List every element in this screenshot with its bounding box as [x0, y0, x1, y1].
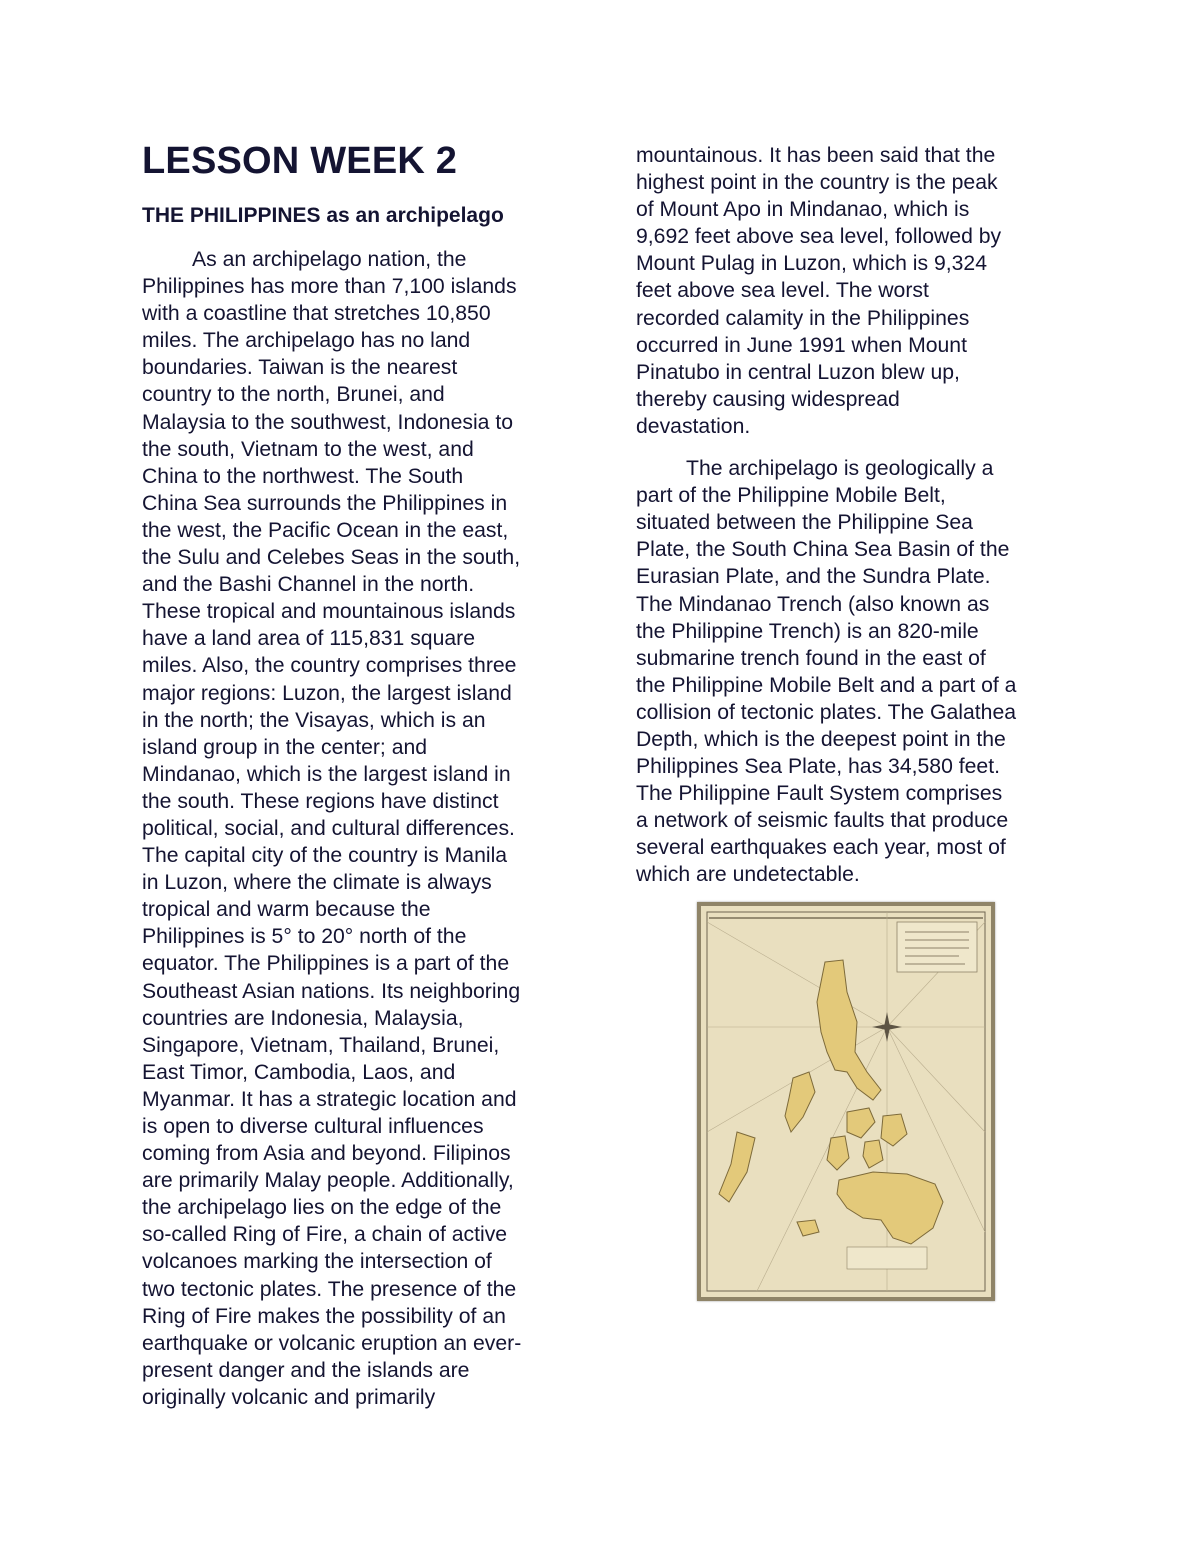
- right-paragraph-1: mountainous. It has been said that the highest point in the country is the peak of Mount Apo in Mindanao, which is 9,692 feet above sea level, followed by Mount Pulag in Luzon, which is 9,324 feet above sea level. The worst recorded calamity in the Philippines occurred in June 1991 when Mount Pinatubo in central Luzon blew up, thereby causing widespread devastation.: [636, 144, 1002, 438]
- philippines-map-image: [697, 902, 995, 1301]
- lesson-title: LESSON WEEK 2: [142, 140, 458, 182]
- map-scale-cartouche: [847, 1247, 927, 1269]
- right-column: [636, 142, 1076, 889]
- left-column: [142, 246, 582, 1411]
- lesson-subtitle: THE PHILIPPINES as an archipelago: [142, 204, 504, 227]
- map-drawing: [697, 902, 995, 1301]
- left-paragraph: As an archipelago nation, the Philippines has more than 7,100 islands with a coastline that stretches 10,850 miles. The archipelago has no land boundaries. Taiwan is the nearest country to the north, Brunei, and Malaysia to the southwest, Indonesia to the south, Vietnam to the west, and China to the northwest. The South China Sea surrounds the Philippines in the west, the Pacific Ocean in the east, the Sulu and Celebes Seas in the south, and the Bashi Channel in the north. These tropical and mountainous islands have a land area of 115,831 square miles. Also, the country comprises three major regions: Luzon, the largest island in the north; the Visayas, which is an island group in the center; and Mindanao, which is the largest island in the south. These regions have distinct political, social, and cultural differences. The capital city of the country is Manila in Luzon, where the climate is always tropical and warm because the Philippines is 5° to 20° north of the equator. The Philippines is a part of the Southeast Asian nations. Its neighboring countries are Indonesia, Malaysia, Singapore, Vietnam, Thailand, Brunei, East Timor, Cambodia, Laos, and Myanmar. It has a strategic location and is open to diverse cultural influences coming from Asia and beyond. Filipinos are primarily Malay people. Additionally, the archipelago lies on the edge of the so-called Ring of Fire, a chain of active volcanoes marking the intersection of two tectonic plates. The presence of the Ring of Fire makes the possibility of an earthquake or volcanic eruption an ever- present danger and the islands are originally volcanic and primarily: [142, 248, 522, 1409]
- right-paragraph-2: The archipelago is geologically a part of the Philippine Mobile Belt, situated between the Philippine Sea Plate, the South China Sea Basin of the Eurasian Plate, and the Sundra Plate. The Mindanao Trench (also known as the Philippine Trench) is an 820-mile submarine trench found in the east of the Philippine Mobile Belt and a part of a collision of tectonic plates. The Galathea Depth, which is the deepest point in the Philippines Sea Plate, has 34,580 feet. The Philippine Fault System comprises a network of seismic faults that produce several earthquakes each year, most of which are undetectable.: [636, 457, 1017, 887]
